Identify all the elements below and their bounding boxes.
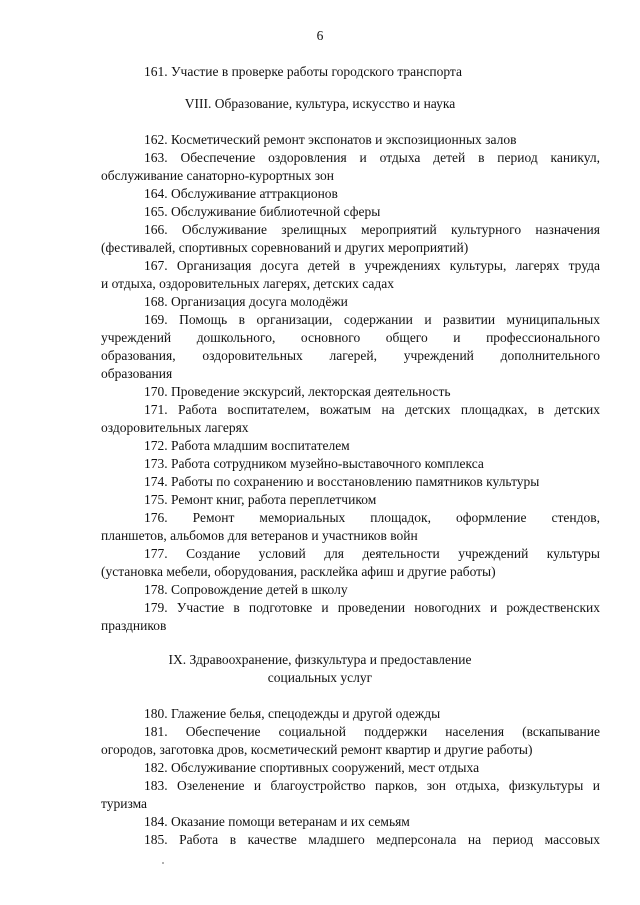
item-169-cont-3: образования (101, 366, 173, 381)
item-169-cont-1: учреждений дошкольного, основного общего и профессионального (101, 330, 600, 345)
item-171-cont: оздоровительных лагерях (101, 420, 249, 435)
section-heading-ix-cont: социальных услуг (267, 670, 373, 685)
scan-speck (162, 862, 164, 864)
item-165: 165. Обслуживание библиотечной сферы (144, 204, 381, 219)
item-178: 178. Сопровождение детей в школу (144, 582, 348, 597)
item-185: 185. Работа в качестве младшего медперсонала на период массовых (144, 832, 600, 847)
item-183-cont: туризма (101, 796, 148, 811)
item-169-cont-2: образования, оздоровительных лагерей, учреждений дополнительного (101, 348, 600, 363)
section-heading-ix: IX. Здравоохранение, физкультура и предоставление (168, 652, 472, 667)
item-183: 183. Озеленение и благоустройство парков, зон отдыха, физкультуры и (144, 778, 600, 793)
item-163-cont: обслуживание санаторно-курортных зон (101, 168, 334, 183)
item-179-cont: праздников (101, 618, 167, 633)
item-162: 162. Косметический ремонт экспонатов и экспозиционных залов (144, 132, 517, 147)
section-heading-viii: VIII. Образование, культура, искусство и наука (184, 96, 456, 111)
item-168: 168. Организация досуга молодёжи (144, 294, 348, 309)
item-174: 174. Работы по сохранению и восстановлению памятников культуры (144, 474, 540, 489)
item-171: 171. Работа воспитателем, вожатым на детских площадках, в детских (144, 402, 600, 417)
item-166: 166. Обслуживание зрелищных мероприятий культурного назначения (144, 222, 600, 237)
item-170: 170. Проведение экскурсий, лекторская деятельность (144, 384, 451, 399)
item-177-cont: (установка мебели, оборудования, расклейка афиш и другие работы) (101, 564, 496, 579)
item-176: 176. Ремонт мемориальных площадок, оформление стендов, (144, 510, 600, 525)
item-181-cont: огородов, заготовка дров, косметический ремонт квартир и другие работы) (101, 742, 533, 757)
item-161: 161. Участие в проверке работы городского транспорта (144, 64, 462, 79)
item-172: 172. Работа младшим воспитателем (144, 438, 350, 453)
item-179: 179. Участие в подготовке и проведении новогодних и рождественских (144, 600, 600, 615)
item-177: 177. Создание условий для деятельности учреждений культуры (144, 546, 600, 561)
item-181: 181. Обеспечение социальной поддержки населения (вскапывание (144, 724, 600, 739)
item-163: 163. Обеспечение оздоровления и отдыха детей в период каникул, (144, 150, 600, 165)
item-176-cont: планшетов, альбомов для ветеранов и участников войн (101, 528, 418, 543)
item-166-cont: (фестивалей, спортивных соревнований и других мероприятий) (101, 240, 469, 255)
page-number: 6 (316, 28, 324, 43)
item-167: 167. Организация досуга детей в учреждениях культуры, лагерях труда (144, 258, 600, 273)
item-167-cont: и отдыха, оздоровительных лагерях, детских садах (101, 276, 395, 291)
item-180: 180. Глажение белья, спецодежды и другой одежды (144, 706, 441, 721)
item-173: 173. Работа сотрудником музейно-выставочного комплекса (144, 456, 484, 471)
item-184: 184. Оказание помощи ветеранам и их семьям (144, 814, 410, 829)
item-175: 175. Ремонт книг, работа переплетчиком (144, 492, 377, 507)
item-182: 182. Обслуживание спортивных сооружений, мест отдыха (144, 760, 480, 775)
item-164: 164. Обслуживание аттракционов (144, 186, 338, 201)
item-169: 169. Помощь в организации, содержании и развитии муниципальных (144, 312, 600, 327)
